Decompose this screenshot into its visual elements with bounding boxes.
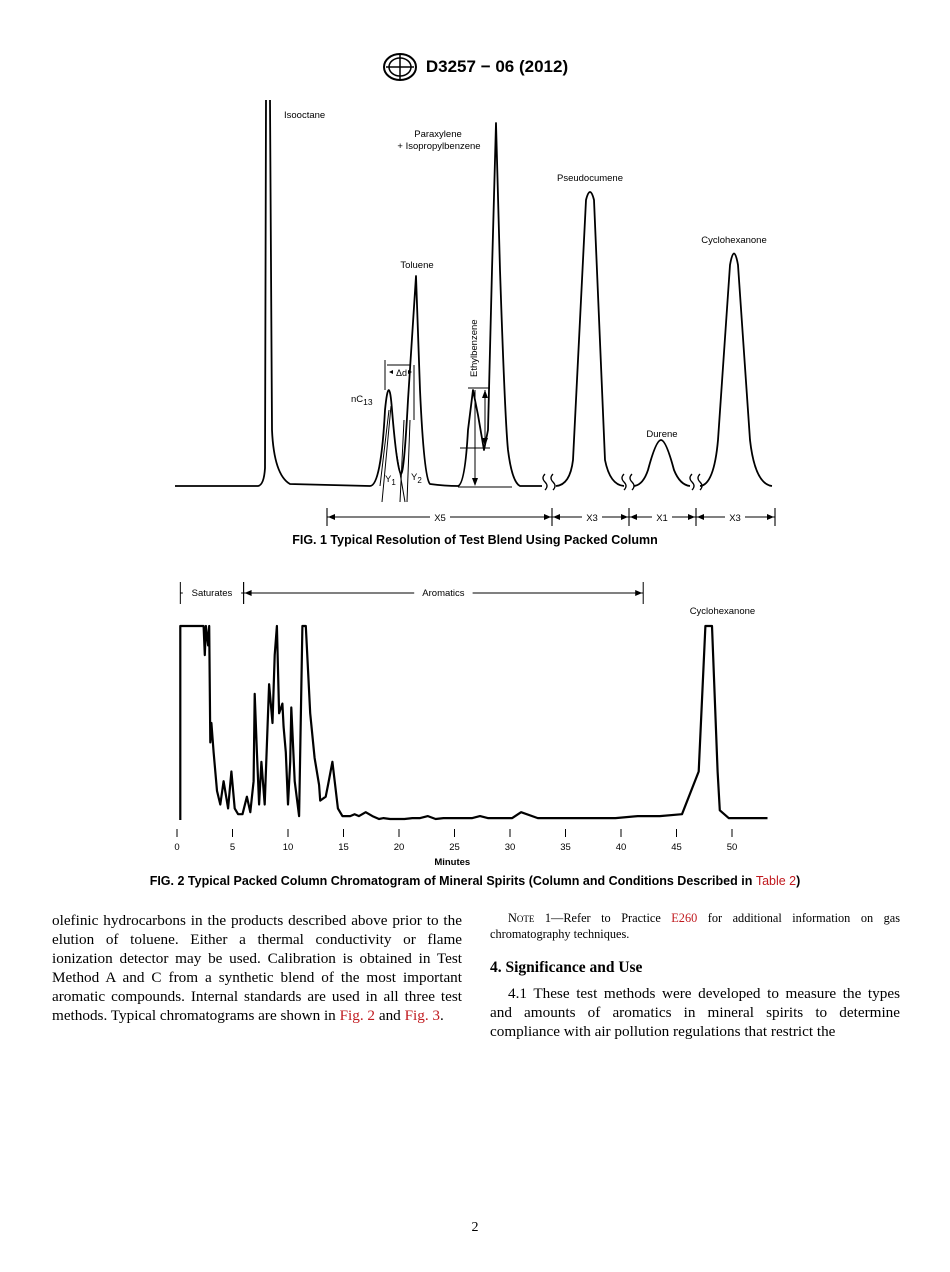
x-tick-label: 15 [338,842,349,853]
figure-1 [0,90,950,530]
right-column [490,910,900,1041]
dim-label-x1: X1 [656,513,668,524]
label-y2: $Y_2$ [411,472,422,485]
x-tick-label: 30 [504,842,516,853]
region-brackets [180,582,643,604]
x-tick-label: 50 [726,842,738,853]
region-arrowhead [635,590,642,596]
label-paraxylene-line2: + Isopropylbenzene [397,141,481,152]
x-tick-label: 0 [174,842,180,853]
region-label: Aromatics [422,588,465,599]
fig1-trace-segment-4 [700,254,772,487]
left-column: olefinic hydrocarbons in the products described above prior to the elution of toluene. Either a thermal conductivity or flame ionization detector may be used. Calibration is obtained in Test Method A and C from a synthetic blend of the most important aromatic compounds. Internal standards are used in all three test methods. Typical chromatograms are shown in Fig. 2 and Fig. 3. [52,912,462,1024]
x-axis-label: Minutes [434,857,471,868]
dim-label-x5: X5 [434,513,446,524]
figure-2-caption: FIG. 2 Typical Packed Column Chromatogram of Mineral Spirits (Column and Conditions Described in Table 2) [149,874,801,888]
e260-link[interactable]: E260 [671,911,698,925]
x-tick-label: 20 [393,842,405,853]
x-tick-label: 45 [671,842,682,853]
dim-label-x3-a: X3 [586,513,598,524]
resolution-construction-lines [380,360,512,502]
figure-2-chart [0,570,950,870]
paragraph-4-1: 4.1 These test methods were developed to measure the types and amounts of aromatics in mineral spirits to determine compliance with air pollution regulations that restrict the [490,985,900,1040]
left-paragraph: olefinic hydrocarbons in the products described above prior to the elution of toluene. Either a thermal conductivity or flame ionization detector may be used. Calibration is obtained in Test Method A and C from a synthetic blend of the most important aromatic compounds. Internal standards are used in all three test methods. Typical chromatograms are shown in [52,912,462,1024]
x-tick-label: 25 [449,842,460,853]
label-cyclohexanone-fig1: Cyclohexanone [701,235,767,246]
page-header [0,52,950,82]
page-number: 2 [471,1220,479,1235]
label-cyclohexanone-fig2: Cyclohexanone [689,606,756,617]
label-isooctane: Isooctane [284,110,326,121]
x-axis-ticks [174,829,737,853]
label-ethylbenzene: Ethylbenzene [469,319,480,377]
fig1-trace-segment-1 [175,100,542,486]
fig-3-link[interactable]: Fig. 3 [404,1007,441,1024]
chromatogram-line [180,626,767,820]
astm-logo [382,52,418,82]
label-durene: Durene [646,429,678,440]
fig1-trace-segment-2 [556,192,624,486]
x-tick-label: 35 [560,842,571,853]
x-tick-label: 40 [615,842,627,853]
label-y1: $Y_1$ [385,474,396,487]
x-tick-label: 10 [282,842,294,853]
region-arrowhead [245,590,252,596]
table-2-link[interactable]: Table 2 [755,874,797,888]
label-paraxylene-line1: Paraxylene [414,129,462,140]
note-1: Note 1—Refer to Practice E260 for additional information on gas chromatography techniques. [490,911,900,941]
figure-1-caption: FIG. 1 Typical Resolution of Test Blend Using Packed Column [292,533,658,547]
label-toluene: Toluene [400,260,434,271]
standard-designation: D3257 − 06 (2012) [425,57,569,76]
x-tick-label: 5 [229,842,236,853]
dim-label-x3-b: X3 [729,513,741,524]
label-delta-d: Δd [396,368,408,378]
fig1-trace-segment-3 [634,440,690,486]
section-heading: 4. Significance and Use [490,959,643,976]
fig-2-link[interactable]: Fig. 2 [339,1007,376,1024]
region-label: Saturates [191,588,233,599]
label-nc13: nC13 [351,394,373,407]
label-pseudocumene: Pseudocumene [556,173,624,184]
